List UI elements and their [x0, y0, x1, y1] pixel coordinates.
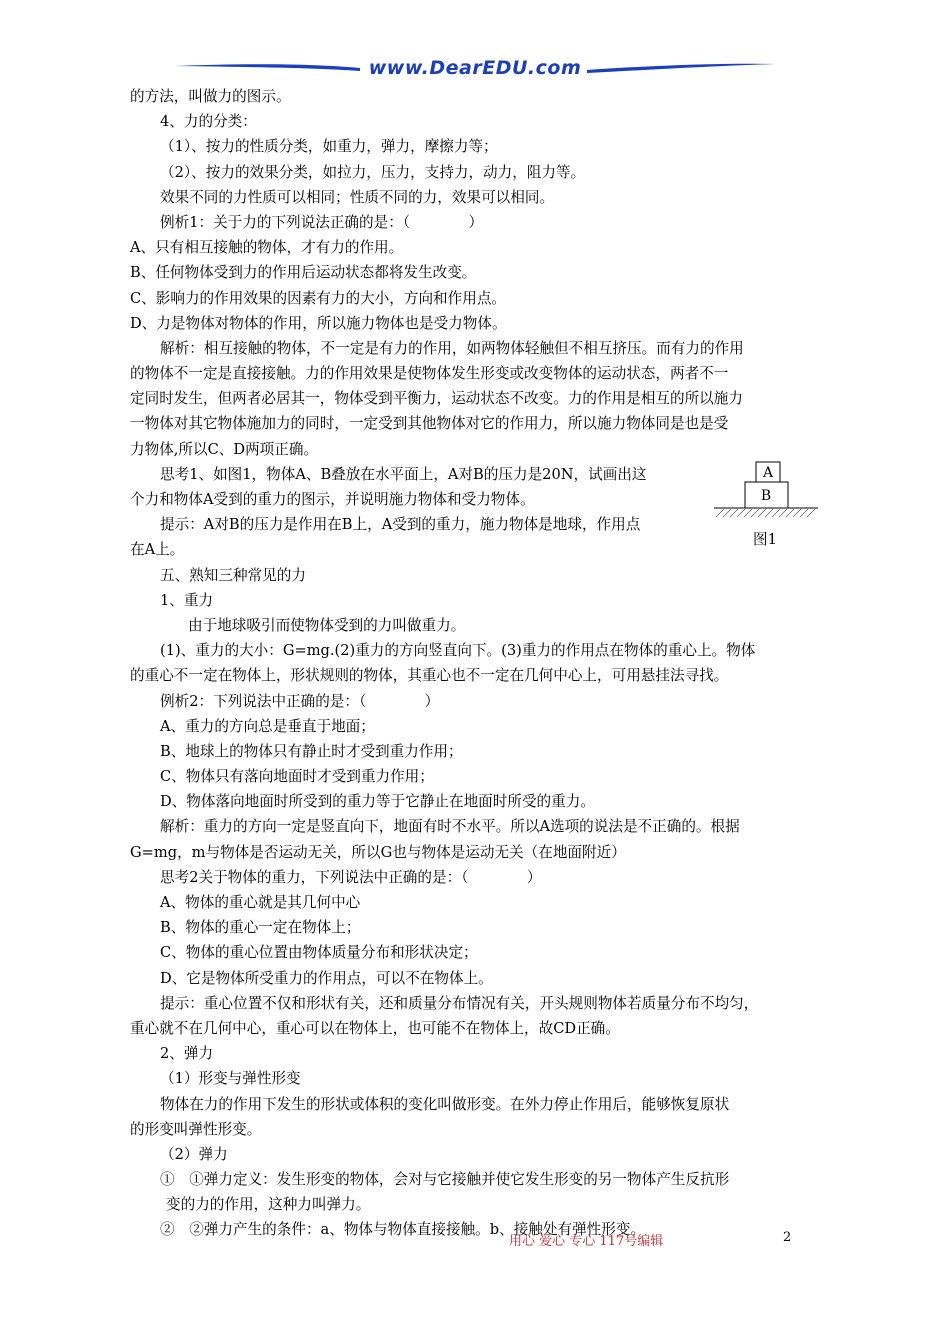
text-line: 提示：A对B的压力是作用在B上，A受到的重力，施力物体是地球，作用点 — [160, 516, 641, 534]
text-line: （2）弹力 — [160, 1145, 228, 1163]
text-line: (1)、重力的大小：G=mg.(2)重力的方向竖直向下。(3)重力的作用点在物体的重心上。物体 — [160, 642, 756, 660]
text-line: 物体在力的作用下发生的形状或体积的变化叫做形变。在外力停止作用后，能够恢复原状 — [160, 1095, 730, 1113]
subsection-heading: 1、重力 — [160, 591, 214, 609]
text-line: 的物体不一定是直接接触。力的作用效果是使物体发生形变或改变物体的运动状态，两者不一 — [130, 365, 729, 383]
text-line: 例析1：关于力的下列说法正确的是：（ ） — [160, 213, 484, 231]
list-item: ② ②弹力产生的条件：a、物体与物体直接接触。b、接触处有弹性形变。 — [160, 1221, 646, 1239]
text-line: 由于地球吸引而使物体受到的力叫做重力。 — [188, 616, 466, 634]
text-line: 提示：重心位置不仅和形状有关，还和质量分布情况有关，开头规则物体若质量分布不均匀， — [160, 994, 759, 1012]
text-line: D、力是物体对物体的作用，所以施力物体也是受力物体。 — [130, 314, 507, 332]
footer-text: 用心 爱心 专心 117号编辑 — [509, 1234, 664, 1249]
list-item: ① ①弹力定义：发生形变的物体，会对与它接触并使它发生形变的另一物体产生反抗形 — [160, 1171, 730, 1189]
text-line: 的方法，叫做力的图示。 — [130, 88, 291, 105]
text-line: 在A上。 — [130, 541, 185, 559]
text-line: 定同时发生，但两者必居其一，物体受到平衡力，运动状态不改变。力的作用是相互的所以施力 — [130, 390, 743, 408]
text-line: 的重心不一定在物体上，形状规则的物体，其重心也不一定在几何中心上，可用悬挂法寻找。 — [130, 667, 729, 685]
page-number: 2 — [783, 1230, 792, 1245]
list-item-continuation: 变的力的作用，这种力叫弹力。 — [166, 1196, 371, 1214]
header-site-name: www.DearEDU.com — [368, 57, 582, 79]
subsection-heading: 2、弹力 — [160, 1045, 214, 1063]
text-line: 个力和物体A受到的重力的图示，并说明施力物体和受力物体。 — [130, 491, 535, 508]
section-heading: 五、熟知三种常见的力 — [160, 566, 306, 584]
text-line: C、物体只有落向地面时才受到重力作用； — [160, 768, 434, 786]
text-line: 例析2：下列说法中正确的是：（ ） — [160, 692, 440, 710]
text-line: （2）、按力的效果分类，如拉力，压力，支持力，动力，阻力等。 — [160, 163, 586, 181]
text-line: B、物体的重心一定在物体上； — [160, 919, 361, 937]
text-line: 效果不同的力性质可以相同；性质不同的力，效果可以相同。 — [160, 188, 555, 206]
text-line: A、重力的方向总是垂直于地面； — [160, 717, 375, 735]
text-line: （1）、按力的性质分类，如重力，弹力，摩擦力等； — [160, 138, 498, 156]
text-line: A、只有相互接触的物体，才有力的作用。 — [130, 239, 404, 257]
block-a-label: A — [762, 465, 774, 481]
text-line: B、地球上的物体只有静止时才受到重力作用； — [160, 742, 463, 760]
text-line: A、物体的重心就是其几何中心 — [160, 894, 361, 911]
text-line: C、影响力的作用效果的因素有力的大小，方向和作用点。 — [130, 289, 507, 307]
text-line: 解析：相互接触的物体，不一定是有力的作用，如两物体轻触但不相互挤压。而有力的作用 — [160, 339, 744, 357]
text-line: 重心就不在几何中心，重心可以在物体上，也可能不在物体上，故CD正确。 — [130, 1019, 620, 1037]
figure-caption: 图1 — [753, 531, 777, 548]
block-b-label: B — [760, 488, 772, 504]
text-line: 4、力的分类： — [160, 113, 257, 131]
text-line: 一物体对其它物体施加力的同时，一定受到其他物体对它的作用力，所以施力物体同是也是受 — [130, 415, 729, 433]
text-line: 思考1、如图1，物体A、B叠放在水平面上，A对B的压力是20N，试画出这 — [160, 465, 647, 483]
text-line: 的形变叫弹性形变。 — [130, 1120, 262, 1138]
document-body — [130, 84, 830, 1243]
ground-hatching — [716, 509, 815, 517]
text-line: C、物体的重心位置由物体质量分布和形状决定； — [160, 944, 478, 962]
text-line: D、物体落向地面时所受到的重力等于它静止在地面时所受的重力。 — [160, 793, 595, 811]
text-line: 思考2关于物体的重力，下列说法中正确的是：（ ） — [160, 868, 542, 886]
text-line: （1）形变与弹性形变 — [160, 1070, 301, 1088]
text-line: B、任何物体受到力的作用后运动状态都将发生改变。 — [130, 264, 477, 282]
text-line: 解析：重力的方向一定是竖直向下，地面有时不水平。所以A选项的说法是不正确的。根据 — [160, 818, 740, 836]
text-line: D、它是物体所受重力的作用点，可以不在物体上。 — [160, 969, 493, 987]
text-line: G=mg，m与物体是否运动无关，所以G也与物体是运动无关（在地面附近） — [130, 843, 626, 861]
text-line: 力物体,所以C、D两项正确。 — [130, 440, 319, 458]
